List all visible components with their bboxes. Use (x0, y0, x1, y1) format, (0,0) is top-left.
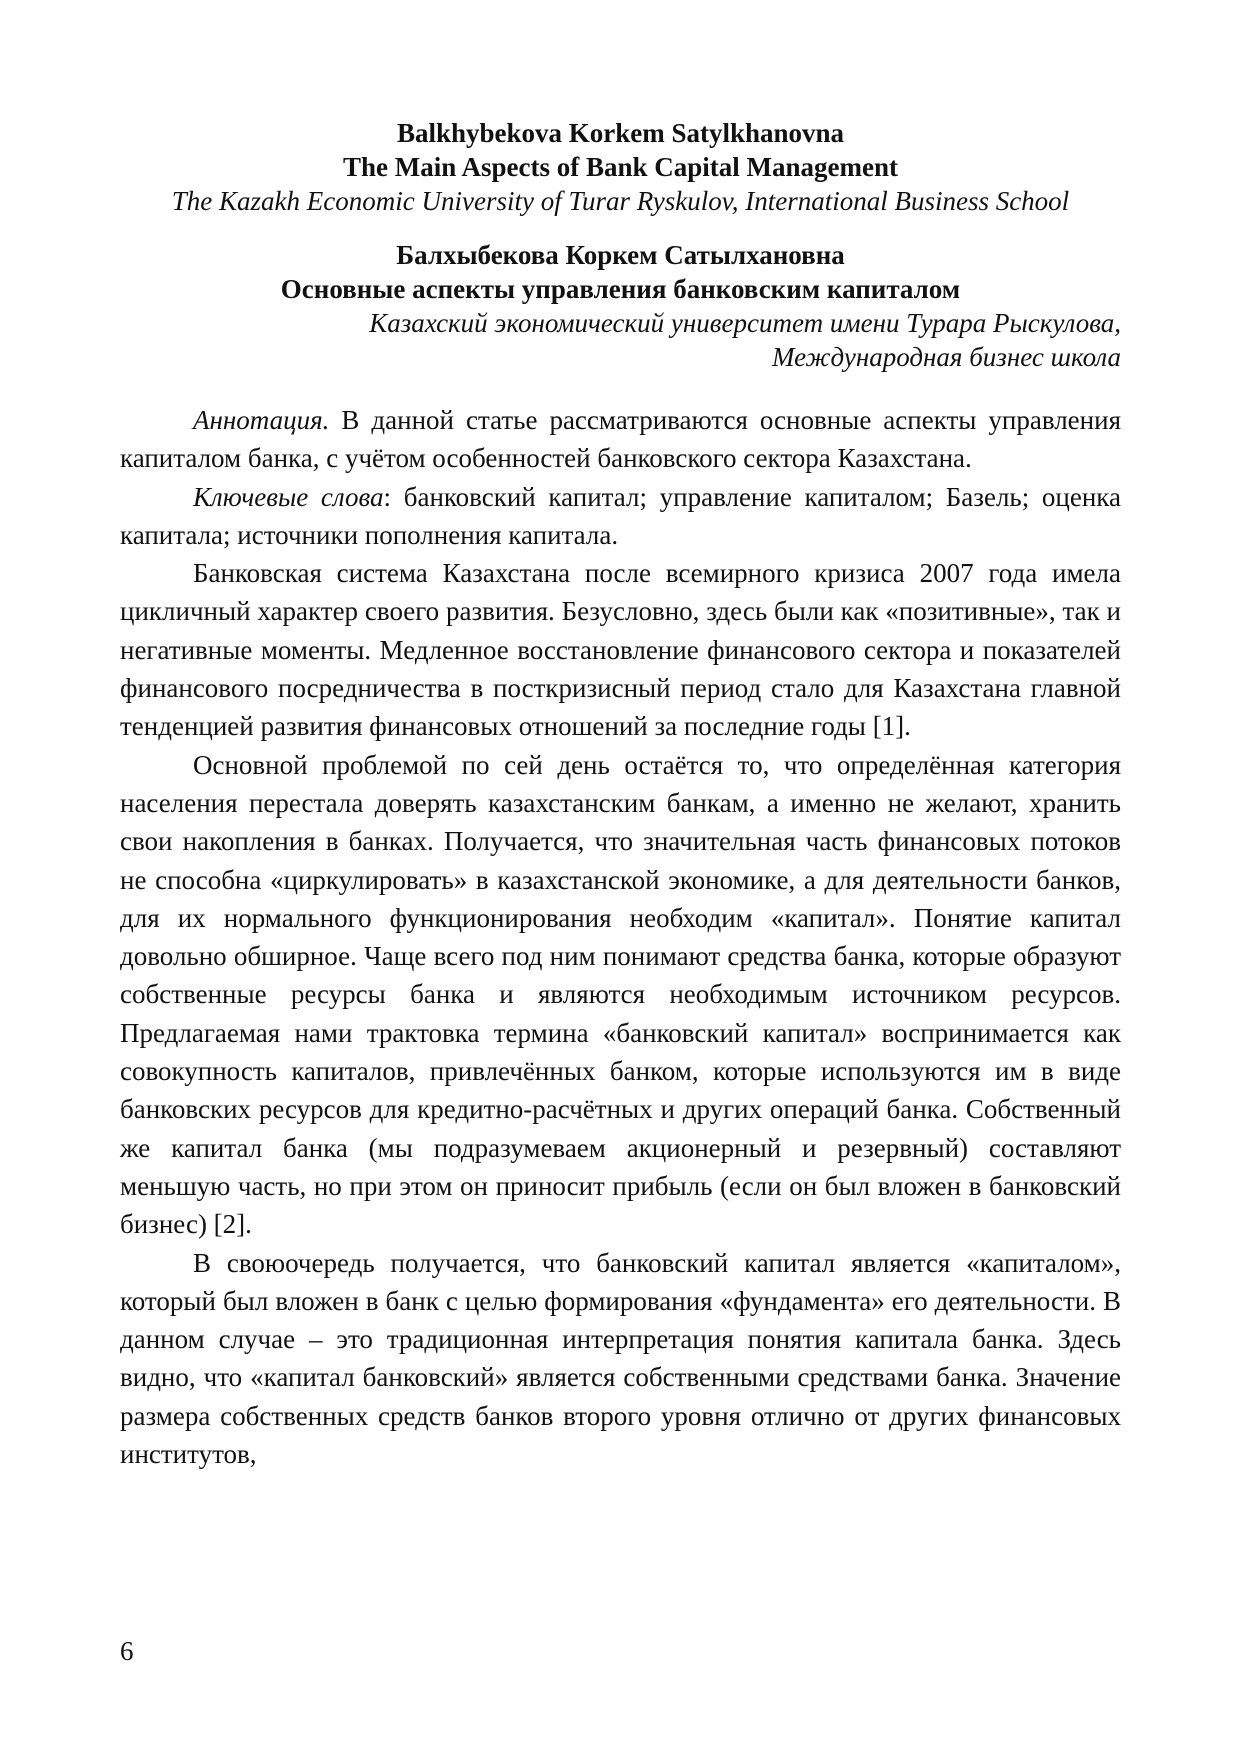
body-paragraph-2: Основной проблемой по сей день остаётся то, что определённая категория населения перестала доверять казахстанским банкам, а именно не желают, хранить свои накопления в банках. Получается, что значительная часть финансовых потоков не способна «циркулировать» в казахстанской экономике, а для деятельности банков, для их нормального функционирования необходим «капитал». Понятие капитал довольно обширное. Чаще всего под ним понимают средства банка, которые образуют собственные ресурсы банка и являются необходимым источником ресурсов. Предлагаемая нами трактовка термина «банковский капитал» воспринимается как совокупность капиталов, привлечённых банком, которые используются им в виде банковских ресурсов для кредитно-расчётных и других операций банка. Собственный же капитал банка (мы подразумеваем акционерный и резервный) составляют меньшую часть, но при этом он приносит прибыль (если он был вложен в банковский бизнес) [2]. (120, 749, 1121, 1240)
article-title-en: The Main Aspects of Bank Capital Management (342, 152, 899, 182)
affiliation-en: The Kazakh Economic University of Turar Ryskulov, International Business School (171, 186, 1070, 216)
keywords-paragraph (120, 478, 1121, 555)
abstract-text: В данной статье рассматриваются основные аспекты управления капиталом банка, с учётом особенностей банковского сектора Казахстана. (120, 405, 1121, 474)
article-title-ru: Основные аспекты управления банковским капиталом (280, 274, 961, 304)
english-header (120, 116, 1121, 218)
author-name-ru: Балхыбекова Коркем Сатылхановна (396, 240, 845, 270)
russian-header (120, 238, 1121, 374)
article-body (120, 401, 1121, 1473)
keywords-text: : банковский капитал; управление капиталом; Базель; оценка капитала; источники пополнения капитала. (120, 481, 1121, 550)
keywords-label: Ключевые слова (193, 481, 384, 512)
body-paragraph-3: В своюочередь получается, что банковский капитал является «капиталом», который был вложен в банк с целью формирования «фундамента» его деятельности. В данном случае – это традиционная интерпретация понятия капитала банка. Здесь видно, что «капитал банковский» является собственными средствами банка. Значение размера собственных средств банков второго уровня отлично от других финансовых институтов, (120, 1247, 1121, 1470)
page-number: 6 (120, 1636, 134, 1666)
affiliation-ru-line1: Казахский экономический университет имени Турара Рыскулова, (369, 308, 1121, 338)
body-paragraph-1: Банковская система Казахстана после всемирного кризиса 2007 года имела цикличный характер своего развития. Безусловно, здесь были как «позитивные», так и негативные моменты. Медленное восстановление финансового сектора и показателей финансового посредничества в посткризисный период стало для Казахстана главной тенденцией развития финансовых отношений за последние годы [1]. (120, 558, 1121, 742)
abstract-paragraph (120, 401, 1121, 478)
abstract-label: Аннотация. (193, 405, 330, 435)
author-name-en: Balkhybekova Korkem Satylkhanovna (396, 118, 845, 148)
affiliation-ru-line2: Международная бизнес школа (772, 342, 1121, 372)
